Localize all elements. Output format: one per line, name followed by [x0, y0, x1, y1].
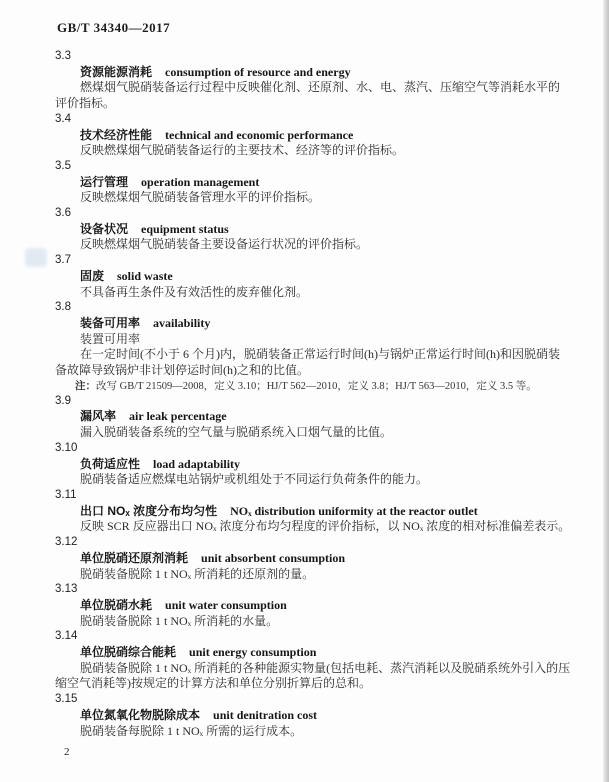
term-section [55, 441, 571, 488]
term-chinese: 单位脱硝还原剂消耗 [80, 550, 189, 565]
definition: 燃煤烟气脱硝装备运行过程中反映催化剂、还原剂、水、电、蒸汽、压缩空气等消耗水平的评价指标。 [55, 80, 561, 111]
term-english: equipment status [141, 221, 229, 236]
term-english: NOₓ distribution uniformity at the reactor outlet [230, 503, 478, 518]
term-line [55, 598, 571, 614]
definition: 反映燃煤烟气脱硝装备主要设备运行状况的评价指标。 [80, 237, 369, 252]
term-line [55, 175, 571, 191]
section-number: 3.14 [55, 630, 78, 643]
term-english: consumption of resource and energy [165, 64, 351, 79]
note-label: 注： [75, 380, 96, 392]
scan-smudge-mark [25, 248, 47, 267]
section-number: 3.11 [55, 488, 77, 501]
term-chinese: 负荷适应性 [80, 456, 141, 471]
definition: 漏入脱硝装备系统的空气量与脱硝系统入口烟气量的比值。 [80, 425, 393, 440]
term-chinese: 单位脱硝水耗 [80, 597, 153, 612]
section-number: 3.15 [55, 693, 78, 706]
term-chinese: 运行管理 [80, 174, 129, 189]
term-line [55, 504, 571, 520]
scan-edge [603, 0, 609, 782]
term-line [55, 128, 571, 144]
section-number: 3.3 [55, 50, 71, 62]
term-line [55, 708, 571, 724]
definition: 不具备再生条件及有效活性的废弃催化剂。 [80, 284, 309, 299]
term-english: technical and economic performance [165, 127, 354, 142]
term-section [55, 206, 571, 253]
definition: 反映燃煤烟气脱硝装备运行的主要技术、经济等的评价指标。 [80, 143, 405, 158]
term-line [55, 645, 571, 661]
term-english: availability [153, 315, 211, 330]
term-line [55, 409, 571, 425]
term-chinese: 漏风率 [80, 409, 117, 424]
term-chinese: 资源能源消耗 [80, 64, 153, 79]
section-number: 3.6 [55, 207, 71, 220]
term-section [55, 300, 571, 394]
section-number: 3.4 [55, 112, 71, 125]
term-section [55, 112, 571, 159]
term-line [55, 222, 571, 238]
term-section [55, 535, 571, 582]
term-chinese: 单位脱硝综合能耗 [80, 645, 177, 660]
term-line [55, 269, 571, 285]
sections [55, 49, 571, 739]
definition: 脱硝装备适应燃煤电站锅炉或机组处于不同运行负荷条件的能力。 [80, 472, 429, 487]
standard-code-header: GB/T 34340—2017 [57, 20, 171, 35]
term-section [55, 629, 571, 692]
definition: 脱硝装备脱除 1 t NOₓ 所消耗的水量。 [80, 613, 279, 628]
term-english: unit water consumption [165, 597, 287, 612]
section-number: 3.12 [55, 536, 78, 549]
term-line [55, 457, 571, 473]
section-number: 3.8 [55, 301, 71, 314]
term-section [55, 582, 571, 629]
definition: 反映燃煤烟气脱硝装备管理水平的评价指标。 [80, 190, 321, 205]
term-chinese: 技术经济性能 [80, 127, 153, 142]
term-section [55, 488, 571, 535]
term-english: unit energy consumption [189, 645, 317, 660]
term-section [55, 253, 571, 300]
term-english: solid waste [117, 268, 173, 283]
term-english: load adaptability [153, 456, 241, 471]
section-number: 3.10 [55, 441, 78, 454]
term-section [55, 692, 571, 739]
definition: 脱硝装备每脱除 1 t NOₓ 所需的运行成本。 [80, 723, 303, 738]
term-section [55, 159, 571, 206]
section-note [55, 379, 571, 394]
term-chinese: 装备可用率 [80, 315, 141, 330]
section-number: 3.7 [55, 254, 71, 267]
definition: 脱硝装备脱除 1 t NOₓ 所消耗的还原剂的量。 [80, 566, 315, 581]
page-number: 2 [64, 746, 70, 758]
term-chinese: 出口 NOₓ 浓度分布均匀性 [80, 503, 218, 518]
term-chinese: 固废 [80, 268, 105, 283]
term-chinese: 设备状况 [80, 221, 129, 236]
term-english: operation management [141, 174, 260, 189]
section-number: 3.9 [55, 394, 71, 407]
definition: 在一定时间(不小于 6 个月)内，脱硝装备正常运行时间(h)与锅炉正常运行时间(h)和因脱硝装备故障导致锅炉非计划停运时间(h)之和的比值。 [55, 347, 560, 378]
section-number: 3.13 [55, 583, 78, 596]
term-section [55, 49, 571, 112]
term-english: unit denitration cost [213, 707, 318, 722]
term-line [55, 551, 571, 567]
section-number: 3.5 [55, 159, 71, 172]
definition: 反映 SCR 反应器出口 NOₓ 浓度分布均匀程度的评价指标，以 NOₓ 浓度的相对标准偏差表示。 [80, 519, 571, 534]
term-english: air leak percentage [129, 409, 227, 424]
term-alias: 装置可用率 [80, 331, 141, 346]
term-line [55, 65, 571, 81]
term-section [55, 394, 571, 441]
term-english: unit absorbent consumption [201, 550, 346, 565]
definition: 脱硝装备脱除 1 t NOₓ 所消耗的各种能源实物量(包括电耗、蒸汽消耗以及脱硝系统外引入的压缩空气消耗等)按规定的计算方法和单位分别折算后的总和。 [55, 660, 571, 691]
note-text: 改写 GB/T 21509—2008，定义 3.10；HJ/T 562—2010，定义 3.8；HJ/T 563—2010，定义 3.5 等。 [96, 380, 537, 392]
term-chinese: 单位氮氧化物脱除成本 [80, 707, 201, 722]
term-line [55, 316, 571, 332]
